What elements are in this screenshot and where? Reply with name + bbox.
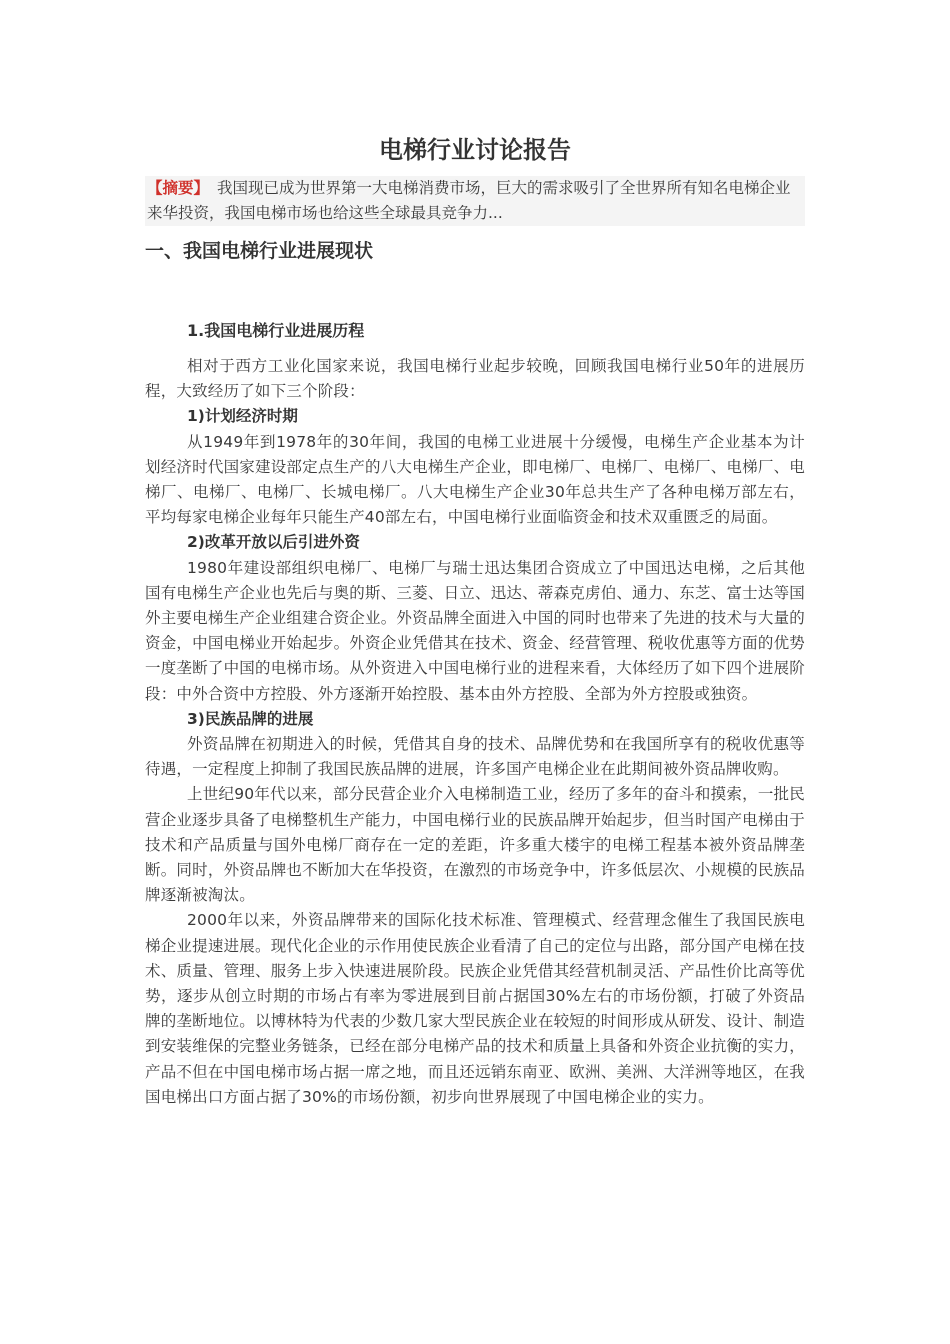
abstract-text: 我国现已成为世界第一大电梯消费市场，巨大的需求吸引了全世界所有知名电梯企业来华投资，我国电梯市场也给这些全球最具竞争力...: [147, 179, 791, 222]
subsection-heading-1: 1.我国电梯行业进展历程: [187, 321, 365, 340]
section-heading-1: 一、我国电梯行业进展现状: [145, 240, 374, 262]
stage-heading-2: 2)改革开放以后引进外资: [187, 533, 360, 552]
stage-heading-3: 3)民族品牌的进展: [187, 709, 314, 728]
abstract-tag: 【摘要】: [147, 179, 210, 197]
paragraph-stage-3b: 上世纪90年代以来，部分民营企业介入电梯制造工业，经历了多年的奋斗和摸索，一批民营企业逐步具备了电梯整机生产能力，中国电梯行业的民族品牌开始起步，但当时国产电梯由于技术和产品质量与国外电梯厂商存在一定的差距，许多重大楼宇的电梯工程基本被外资品牌垄断。同时，外资品牌也不断加大在华投资，在激烈的市场竞争中，许多低层次、小规模的民族品牌逐渐被淘汰。: [145, 785, 805, 905]
stage-heading-1: 1)计划经济时期: [187, 407, 298, 426]
document-title: 电梯行业讨论报告: [379, 136, 571, 164]
paragraph-stage-3a: 外资品牌在初期进入的时候，凭借其自身的技术、品牌优势和在我国所享有的税收优惠等待遇，一定程度上抑制了我国民族品牌的进展，许多国产电梯企业在此期间被外资品牌收购。: [145, 735, 805, 779]
paragraph-stage-1: 从1949年到1978年的30年间，我国的电梯工业进展十分缓慢，电梯生产企业基本为计划经济时代国家建设部定点生产的八大电梯生产企业，即电梯厂、电梯厂、电梯厂、电梯厂、电梯厂、电梯厂、电梯厂、长城电梯厂。八大电梯生产企业30年总共生产了各种电梯万部左右，平均每家电梯企业每年只能生产40部左右，中国电梯行业面临资金和技术双重匮乏的局面。: [145, 432, 805, 527]
paragraph-stage-3c: 2000年以来，外资品牌带来的国际化技术标准、管理模式、经营理念催生了我国民族电梯企业提速进展。现代化企业的示作用使民族企业看清了自己的定位与出路，部分国产电梯在技术、质量、管理、服务上步入快速进展阶段。民族企业凭借其经营机制灵活、产品性价比高等优势，逐步从创立时期的市场占有率为零进展到目前占据国30%左右的市场份额，打破了外资品牌的垄断地位。以博林特为代表的少数几家大型民族企业在较短的时间形成从研发、设计、制造到安装维保的完整业务链条，已经在部分电梯产品的技术和质量上具备和外资企业抗衡的实力，产品不但在中国电梯市场占据一席之地，而且还远销东南亚、欧洲、美洲、大洋洲等地区，在我国电梯出口方面占据了30%的市场份额，初步向世界展现了中国电梯企业的实力。: [145, 911, 805, 1106]
paragraph-stage-2: 1980年建设部组织电梯厂、电梯厂与瑞士迅达集团合资成立了中国迅达电梯，之后其他国有电梯生产企业也先后与奥的斯、三菱、日立、迅达、蒂森克虏伯、通力、东芝、富士达等国外主要电梯生产企业组建合资企业。外资品牌全面进入中国的同时也带来了先进的技术与大量的资金，中国电梯业开始起步。外资企业凭借其在技术、资金、经营管理、税收优惠等方面的优势一度垄断了中国的电梯市场。从外资进入中国电梯行业的进程来看，大体经历了如下四个进展阶段：中外合资中方控股、外方逐渐开始控股、基本由外方控股、全部为外方控股或独资。: [145, 558, 805, 703]
paragraph-intro: 相对于西方工业化国家来说，我国电梯行业起步较晚，回顾我国电梯行业50年的进展历程，大致经历了如下三个阶段：: [145, 357, 805, 401]
abstract-block: [145, 176, 805, 226]
document-content: [145, 130, 805, 1110]
